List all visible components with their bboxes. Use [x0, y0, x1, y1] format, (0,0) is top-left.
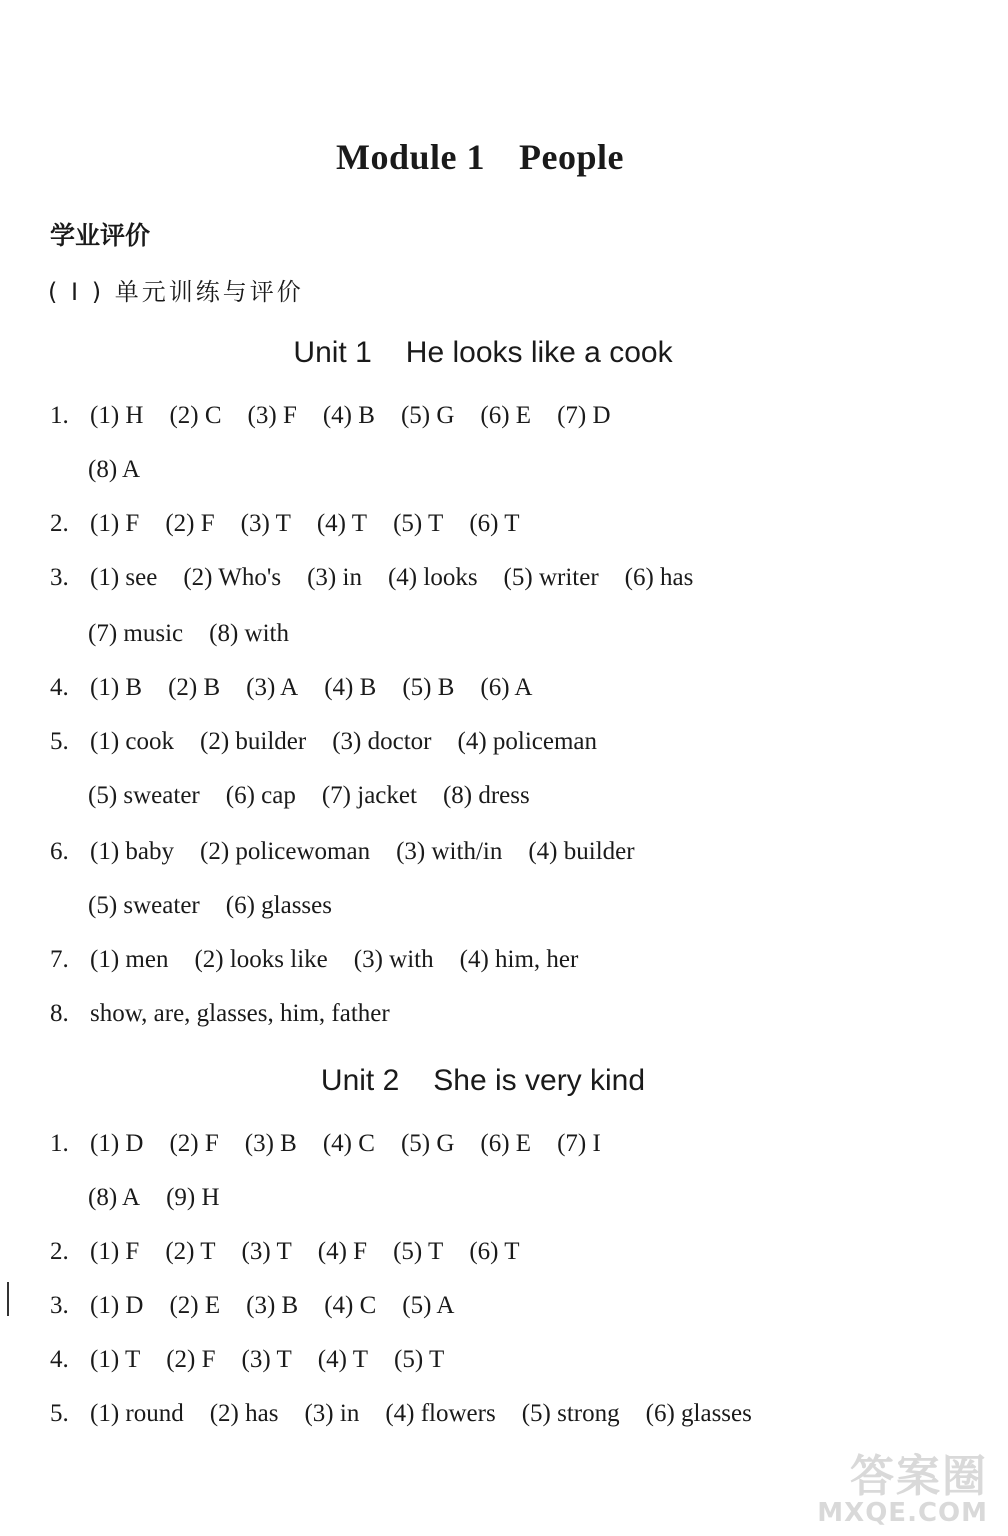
answer-item: (1) H	[90, 402, 144, 429]
answer-item: (4) looks	[387, 564, 478, 591]
answer-item: (7) music	[88, 620, 184, 647]
question-number: 2.	[50, 510, 69, 537]
answer-item: (2) looks like	[194, 946, 328, 973]
answer-item: (4) C	[322, 1130, 375, 1157]
answer-item: (5) writer	[503, 564, 599, 591]
u1-q3-line	[50, 564, 719, 592]
u2-q4-line	[50, 1346, 470, 1374]
unit1-name: He looks like a cook	[405, 336, 673, 369]
subsection-label: ( I ) 单元训练与评价	[48, 278, 304, 306]
answer-item: (1) baby	[90, 838, 174, 865]
question-number: 3.	[50, 1292, 69, 1319]
question-number: 4.	[50, 674, 69, 701]
question-number: 1.	[50, 402, 69, 429]
answer-item: (7) D	[557, 402, 611, 429]
answer-item: (6) T	[469, 510, 520, 537]
u2-q2-line	[50, 1238, 546, 1266]
u1-q5-line2	[88, 782, 556, 810]
answer-item: (2) builder	[200, 728, 307, 755]
answer-item: (8) with	[209, 620, 289, 647]
answer-item: (5) strong	[521, 1400, 620, 1427]
u1-q7-line	[50, 946, 604, 974]
module-title	[0, 136, 960, 178]
answer-item: (3) in	[304, 1400, 360, 1427]
answer-item: (3) A	[246, 674, 299, 701]
question-number: 7.	[50, 946, 69, 973]
module-name: People	[519, 137, 624, 177]
answer-item: (2) policewoman	[200, 838, 371, 865]
u1-q4-line	[50, 674, 558, 702]
u1-q5-line	[50, 728, 623, 756]
question-number: 5.	[50, 1400, 69, 1427]
answer-item: (4) T	[317, 1346, 369, 1373]
question-number: 4.	[50, 1346, 69, 1373]
answer-item: (5) B	[402, 674, 455, 701]
answer-item: (1) cook	[90, 728, 174, 755]
answer-item: (5) T	[393, 510, 444, 537]
answer-item: (3) T	[241, 1346, 292, 1373]
answer-item: (1) F	[90, 510, 140, 537]
answer-item: (2) Who's	[183, 564, 282, 591]
answer-item: (4) flowers	[385, 1400, 496, 1427]
answer-item: (5) sweater	[88, 782, 200, 809]
answer-item: (7) jacket	[321, 782, 417, 809]
answer-item: (8) A	[88, 456, 141, 483]
answer-item: (5) sweater	[88, 892, 200, 919]
answer-item: (4) T	[316, 510, 368, 537]
answer-item: (1) see	[90, 564, 158, 591]
u2-q1-line2	[88, 1184, 246, 1212]
answer-item: (3) T	[241, 1238, 292, 1265]
question-number: 3.	[50, 564, 69, 591]
unit1-number: Unit 1	[293, 336, 372, 369]
unit2-name: She is very kind	[433, 1064, 646, 1097]
watermark-logo	[817, 1440, 988, 1528]
watermark-text: 答案圈	[850, 1451, 988, 1502]
answer-item: (2) F	[165, 510, 215, 537]
answer-item: (4) builder	[528, 838, 635, 865]
answer-item: (5) A	[402, 1292, 455, 1319]
question-number: 8.	[50, 1000, 69, 1027]
margin-mark	[7, 1282, 9, 1316]
answer-item: (1) men	[90, 946, 169, 973]
answer-item: (6) A	[480, 674, 533, 701]
answer-item: (3) doctor	[332, 728, 432, 755]
answer-item: (4) C	[324, 1292, 377, 1319]
answer-item: (8) dress	[442, 782, 530, 809]
u2-q3-line	[50, 1292, 480, 1320]
answer-item: (2) F	[166, 1346, 216, 1373]
answer-item: (1) round	[90, 1400, 184, 1427]
u1-q3-line2	[88, 620, 315, 648]
answer-item: (9) H	[166, 1184, 220, 1211]
answer-item: (4) F	[317, 1238, 368, 1265]
answer-item: (2) E	[169, 1292, 221, 1319]
unit2-heading	[0, 1064, 966, 1098]
u1-q8-line	[50, 1000, 390, 1028]
question-number: 5.	[50, 728, 69, 755]
answer-item: (1) D	[90, 1292, 144, 1319]
answer-item: (6) has	[624, 564, 694, 591]
unit2-number: Unit 2	[320, 1064, 400, 1097]
unit1-heading	[0, 336, 966, 370]
answer-item: (3) F	[247, 402, 297, 429]
answer-item: (3) B	[246, 1292, 299, 1319]
answer-text: show, are, glasses, him, father	[90, 1000, 390, 1027]
answer-item: (3) with/in	[396, 838, 503, 865]
answer-item: (4) B	[322, 402, 375, 429]
answer-item: (4) him, her	[459, 946, 579, 973]
u1-q2-line	[50, 510, 546, 538]
answer-item: (3) T	[240, 510, 291, 537]
answer-item: (1) F	[90, 1238, 140, 1265]
answer-item: (2) B	[168, 674, 221, 701]
u1-q6-line	[50, 838, 661, 866]
answer-item: (1) D	[90, 1130, 144, 1157]
answer-item: (8) A	[88, 1184, 141, 1211]
section-label: 学业评价	[50, 221, 151, 250]
u1-q1-line2	[88, 456, 166, 484]
answer-item: (7) I	[557, 1130, 601, 1157]
answer-item: (6) cap	[225, 782, 296, 809]
u1-q6-line2	[88, 892, 358, 920]
module-number: Module 1	[336, 137, 486, 177]
answer-item: (2) has	[209, 1400, 279, 1427]
answer-item: (2) C	[169, 402, 222, 429]
answer-item: (5) G	[400, 402, 455, 429]
answer-item: (6) T	[469, 1238, 520, 1265]
question-number: 2.	[50, 1238, 69, 1265]
answer-item: (6) E	[480, 1130, 532, 1157]
watermark-url: MXQE.COM	[817, 1498, 988, 1528]
answer-item: (6) glasses	[645, 1400, 752, 1427]
answer-item: (1) B	[90, 674, 143, 701]
answer-item: (4) B	[324, 674, 377, 701]
answer-item: (6) glasses	[225, 892, 332, 919]
answer-item: (3) in	[307, 564, 362, 591]
answer-item: (6) E	[480, 402, 532, 429]
answer-item: (5) T	[393, 1238, 444, 1265]
u2-q1-line	[50, 1130, 627, 1158]
answer-item: (5) T	[394, 1346, 445, 1373]
answer-item: (3) B	[244, 1130, 297, 1157]
answer-item: (4) policeman	[457, 728, 598, 755]
u1-q1-line	[50, 402, 637, 430]
answer-item: (3) with	[353, 946, 434, 973]
u2-q5-line	[50, 1400, 778, 1428]
question-number: 1.	[50, 1130, 69, 1157]
question-number: 6.	[50, 838, 69, 865]
answer-item: (2) T	[165, 1238, 216, 1265]
answer-item: (2) F	[169, 1130, 219, 1157]
answer-item: (5) G	[400, 1130, 455, 1157]
answer-item: (1) T	[90, 1346, 141, 1373]
